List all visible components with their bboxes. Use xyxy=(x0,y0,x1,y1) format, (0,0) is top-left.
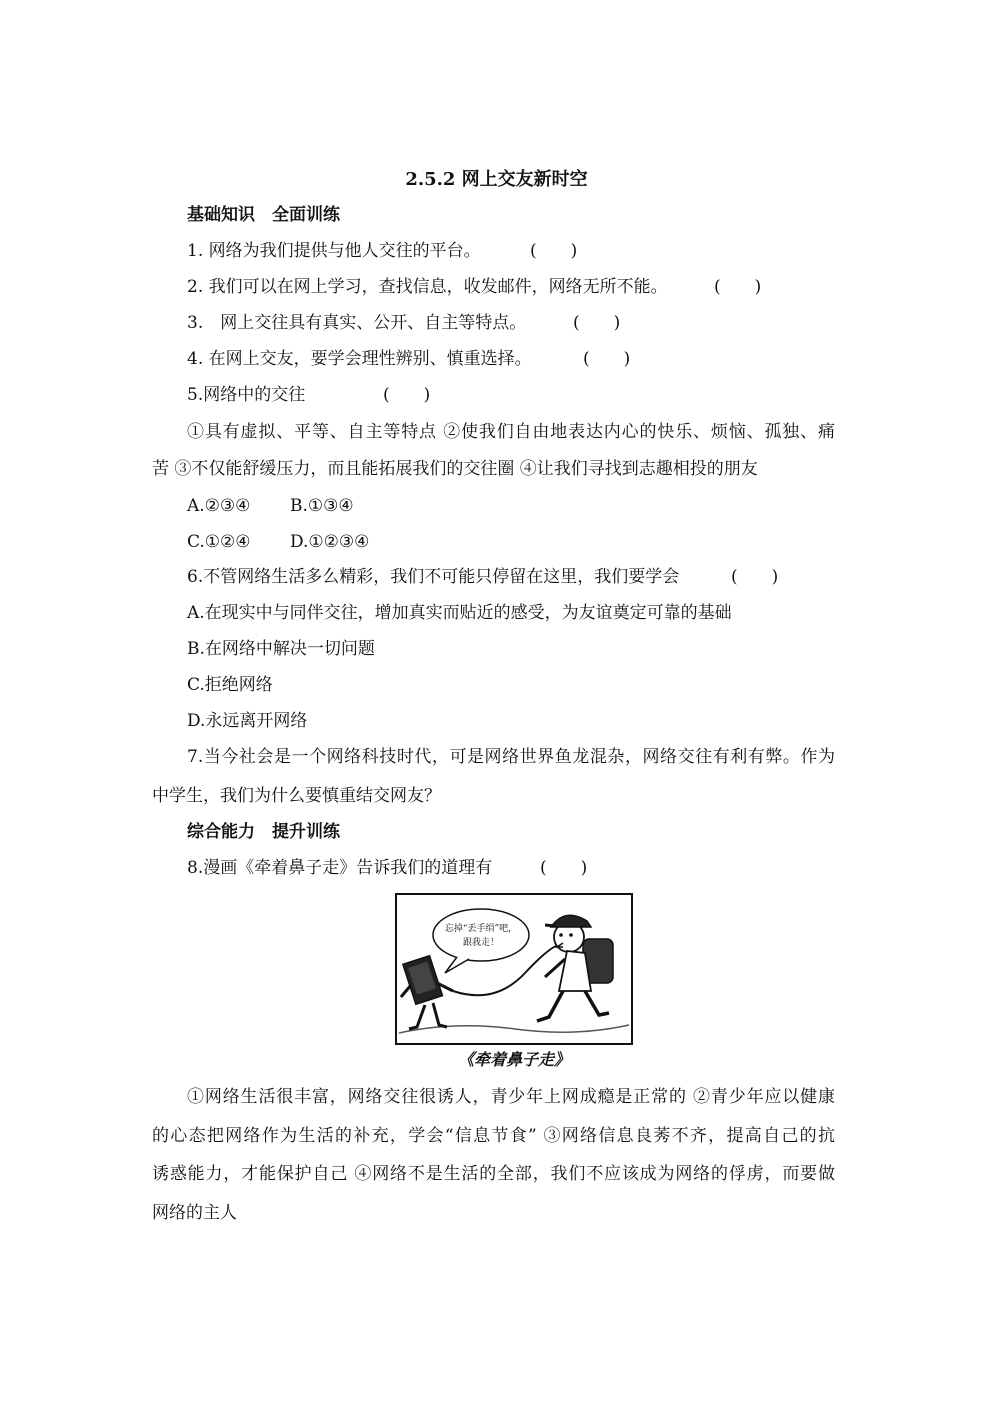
question-4-stem: 4. 在网上交友，要学会理性辨别、慎重选择。 xyxy=(187,349,532,369)
question-5-stem: 5.网络中的交往 xyxy=(187,385,306,405)
question-3-answer-blank: ( ) xyxy=(573,313,621,333)
question-5-statements-line-1: ①具有虚拟、平等、自主等特点 ②使我们自由地表达内心的快乐、烦恼、孤独、痛 xyxy=(187,422,835,442)
question-6-option-d: D.永远离开网络 xyxy=(187,711,308,731)
question-2-answer-blank: ( ) xyxy=(714,277,762,297)
bubble-text-line-2: 跟我走！ xyxy=(462,938,500,948)
cartoon-caption: 《牵着鼻子走》 xyxy=(457,1050,570,1069)
question-7-line-1: 7.当今社会是一个网络科技时代，可是网络世界鱼龙混杂，网络交往有利有弊。作为 xyxy=(187,747,835,767)
question-7-line-2: 中学生，我们为什么要慎重结交网友？ xyxy=(152,786,441,806)
question-5-option-c: C.①②④ xyxy=(187,532,251,552)
question-3-stem: 3. 网上交往具有真实、公开、自主等特点。 xyxy=(187,313,527,333)
question-4-answer-blank: ( ) xyxy=(583,349,631,369)
question-6-stem: 6.不管网络生活多么精彩，我们不可能只停留在这里，我们要学会 xyxy=(187,567,680,587)
question-5-statements-line-2: 苦 ③不仅能舒缓压力，而且能拓展我们的交往圈 ④让我们寻找到志趣相投的朋友 xyxy=(152,459,758,479)
question-8-stem: 8.漫画《牵着鼻子走》告诉我们的道理有 xyxy=(187,858,493,878)
section-heading-ability: 综合能力 提升训练 xyxy=(187,822,340,842)
question-5-option-b: B.①③④ xyxy=(290,496,354,516)
bubble-text-line-1: 忘掉“丢手绢”吧， xyxy=(444,924,518,934)
question-2-stem: 2. 我们可以在网上学习，查找信息，收发邮件，网络无所不能。 xyxy=(187,277,668,297)
question-6-option-c: C.拒绝网络 xyxy=(187,675,273,695)
question-8-answer-blank: ( ) xyxy=(540,858,588,878)
question-5-option-d: D.①②③④ xyxy=(290,532,370,552)
question-1-stem: 1. 网络为我们提供与他人交往的平台。 xyxy=(187,241,481,261)
question-1-answer-blank: ( ) xyxy=(530,241,578,261)
question-5-option-a: A.②③④ xyxy=(187,496,251,516)
question-6-option-b: B.在网络中解决一切问题 xyxy=(187,639,375,659)
question-6-option-a: A.在现实中与同伴交往，增加真实而贴近的感受，为友谊奠定可靠的基础 xyxy=(187,603,732,623)
question-6-answer-blank: ( ) xyxy=(731,567,779,587)
cartoon-illustration xyxy=(395,893,633,1045)
question-5-answer-blank: ( ) xyxy=(383,385,431,405)
question-8-statements-line-4: 网络的主人 xyxy=(152,1203,237,1223)
section-heading-basic: 基础知识 全面训练 xyxy=(187,205,340,225)
question-8-statements-line-2: 的心态把网络作为生活的补充，学会“信息节食” ③网络信息良莠不齐，提高自己的抗 xyxy=(152,1126,835,1146)
question-8-statements-line-1: ①网络生活很丰富，网络交往很诱人，青少年上网成瘾是正常的 ②青少年应以健康 xyxy=(187,1087,835,1107)
question-8-statements-line-3: 诱惑能力，才能保护自己 ④网络不是生活的全部，我们不应该成为网络的俘虏，而要做 xyxy=(152,1164,835,1184)
page-title: 2.5.2 网上交友新时空 xyxy=(405,169,588,190)
